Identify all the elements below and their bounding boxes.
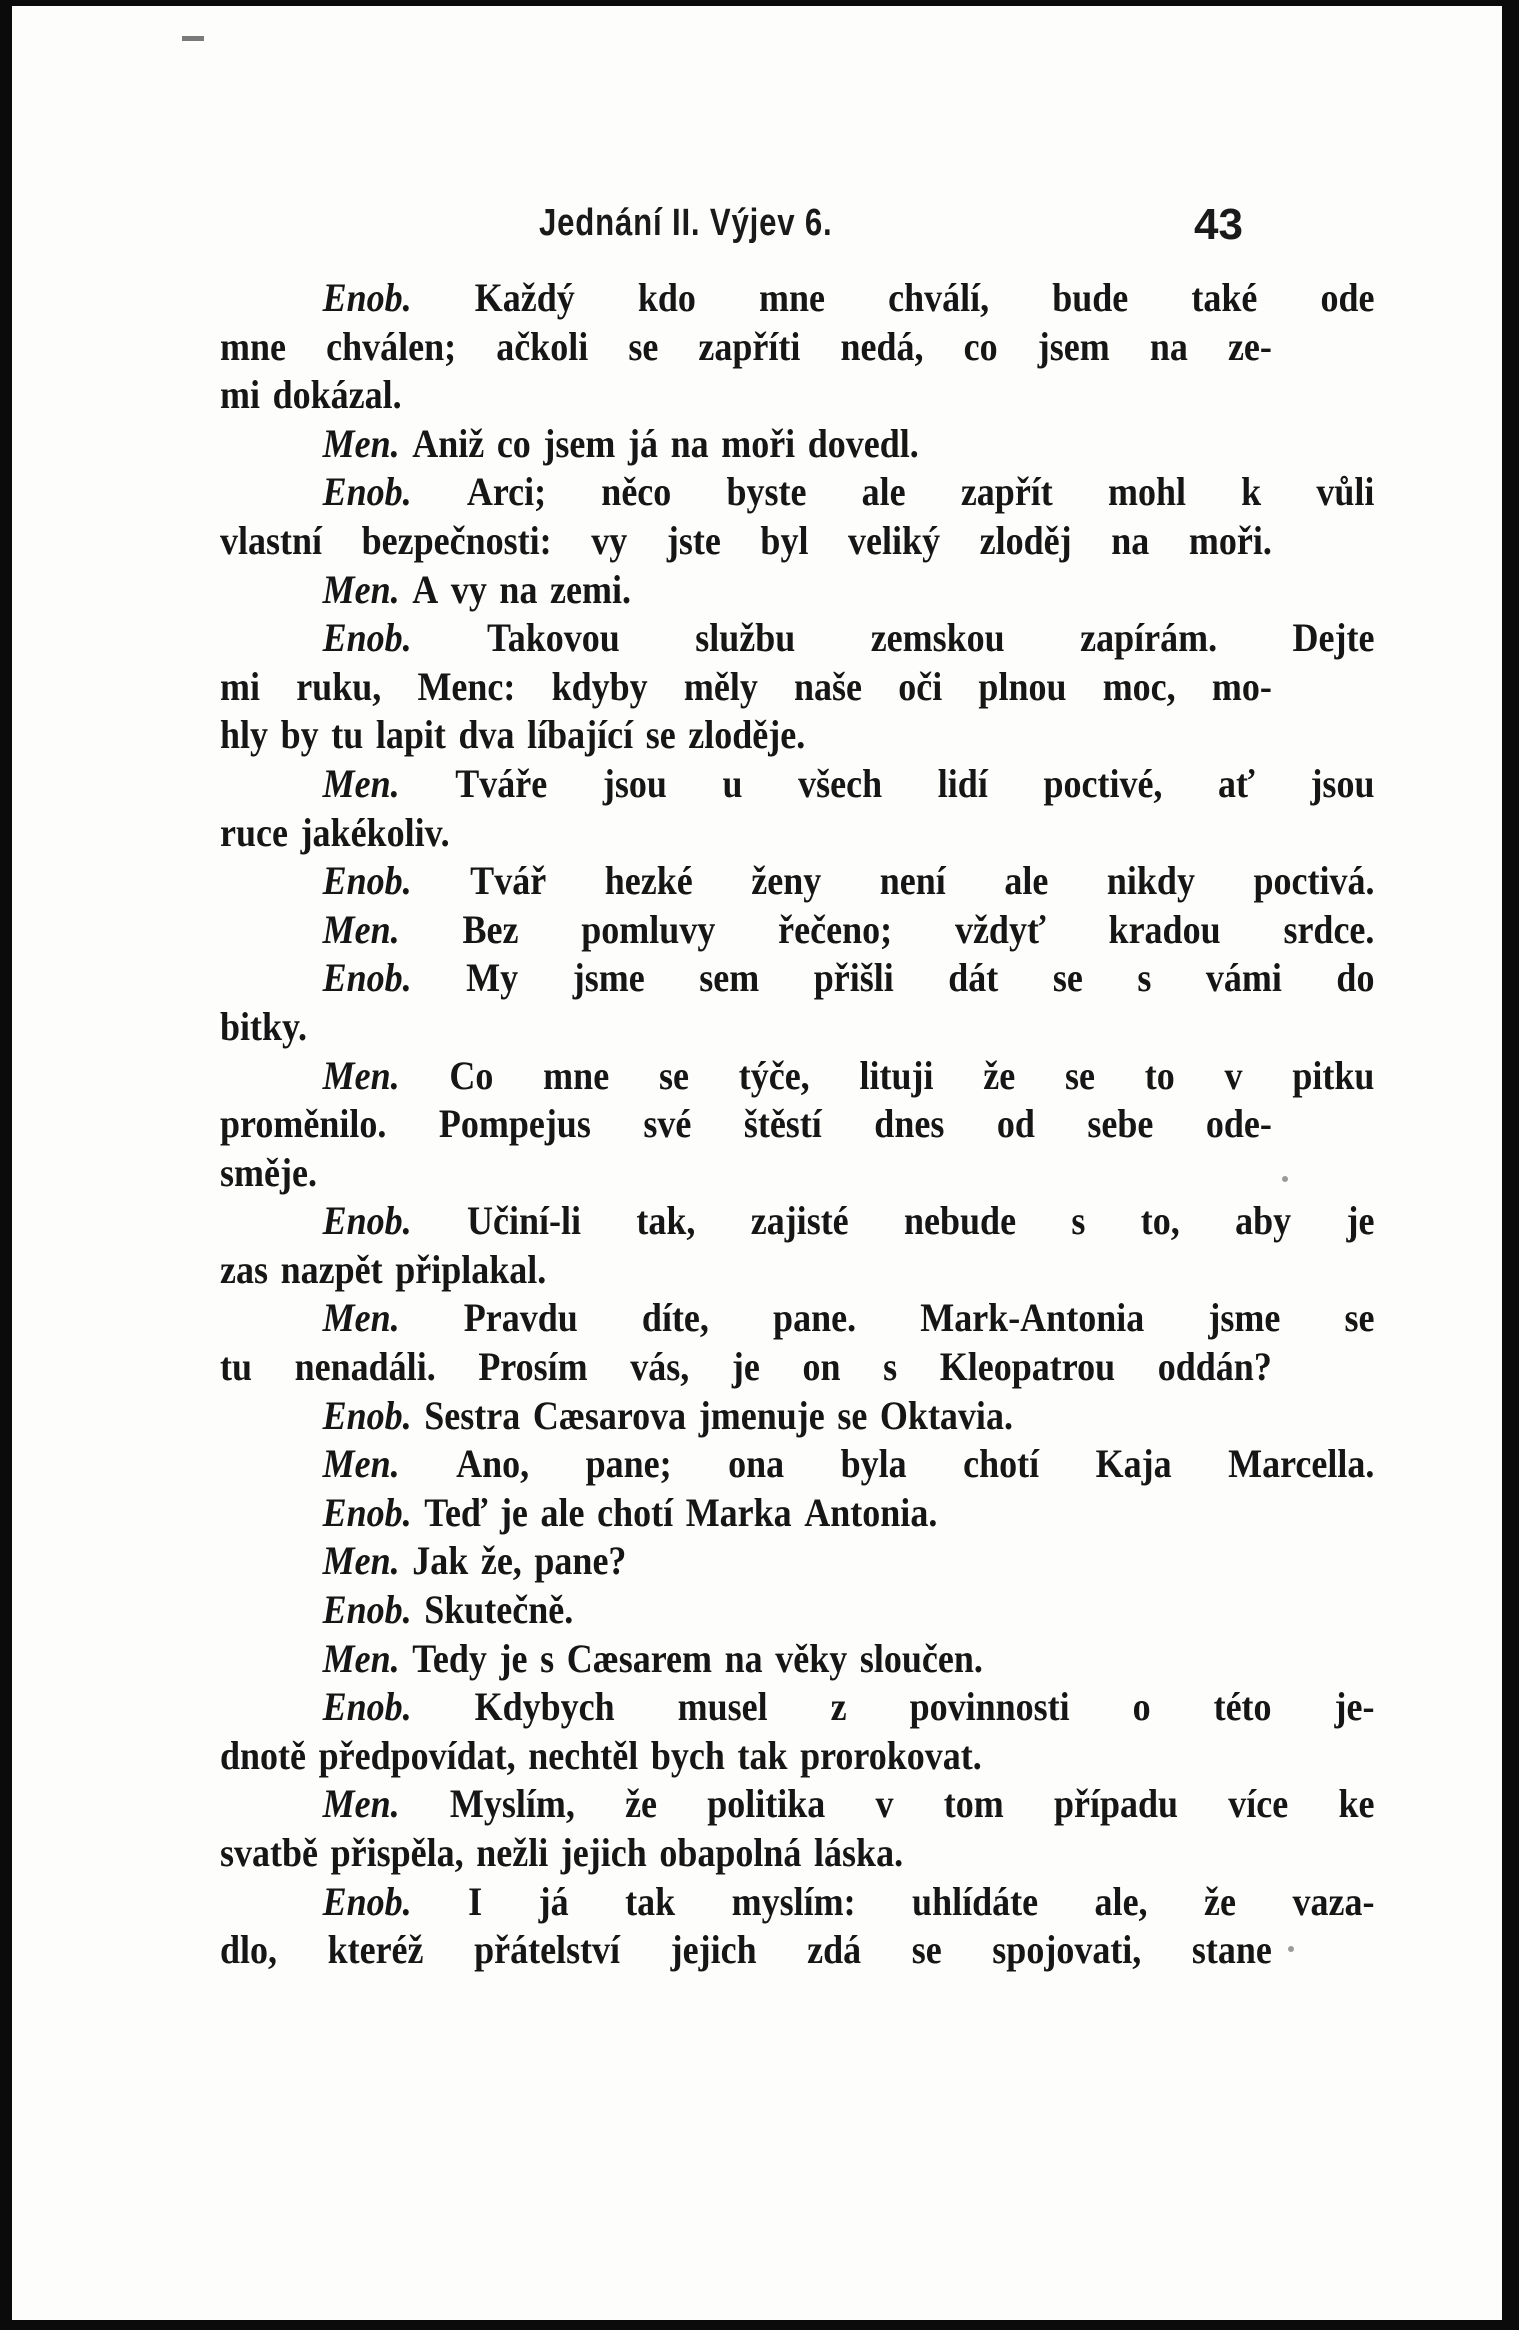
text-line bbox=[220, 1829, 1272, 1878]
word: nechtěl bbox=[528, 1732, 639, 1778]
word: mi bbox=[220, 663, 260, 709]
speaker-name: Enob. bbox=[322, 1878, 412, 1924]
word: pane? bbox=[534, 1538, 627, 1584]
word: povinnosti bbox=[909, 1684, 1070, 1730]
text-line bbox=[220, 1197, 1374, 1246]
word: zemi. bbox=[550, 566, 632, 612]
word: zapřít bbox=[960, 469, 1053, 515]
word: sloučen. bbox=[859, 1635, 983, 1681]
word: uhlídáte bbox=[912, 1878, 1039, 1924]
word: ale bbox=[861, 469, 906, 515]
speaker-name: Men. bbox=[322, 566, 400, 612]
print-speck bbox=[1288, 1946, 1294, 1952]
word: ona bbox=[728, 1441, 785, 1487]
word: přišli bbox=[813, 955, 894, 1001]
text-line bbox=[220, 1052, 1374, 1101]
running-head: Jednání II. Výjev 6. bbox=[539, 202, 833, 244]
word: moři. bbox=[1188, 517, 1272, 563]
word: co bbox=[496, 420, 531, 466]
word: tak bbox=[737, 1732, 788, 1778]
word: mi bbox=[220, 372, 260, 418]
word: ačkoli bbox=[496, 323, 589, 369]
word: na bbox=[1149, 323, 1188, 369]
word: vůli bbox=[1316, 469, 1375, 515]
word: věky bbox=[775, 1635, 848, 1681]
word: sem bbox=[699, 955, 760, 1001]
word: Pravdu bbox=[463, 1295, 578, 1341]
word: jste bbox=[666, 517, 721, 563]
word: mo- bbox=[1211, 663, 1272, 709]
word: zloděje. bbox=[688, 712, 806, 758]
word: své bbox=[643, 1101, 692, 1147]
word: Tvář bbox=[470, 858, 547, 904]
text-line bbox=[220, 1780, 1374, 1829]
word: vámi bbox=[1205, 955, 1282, 1001]
word: přispěla, bbox=[330, 1830, 464, 1875]
word: veliký bbox=[848, 517, 941, 563]
word: ale bbox=[540, 1489, 585, 1535]
word: nedá, bbox=[840, 323, 924, 369]
word: dokázal. bbox=[272, 372, 402, 418]
word: dnes bbox=[874, 1101, 945, 1147]
text-line bbox=[220, 614, 1374, 663]
word: Cæsarova bbox=[532, 1392, 687, 1438]
text-line bbox=[220, 323, 1272, 372]
word: jsou bbox=[1310, 760, 1375, 806]
word: ze- bbox=[1227, 323, 1272, 369]
text-line bbox=[220, 1926, 1272, 1975]
word: aby bbox=[1235, 1198, 1292, 1244]
word: by bbox=[280, 712, 319, 758]
word: zdá bbox=[807, 1927, 862, 1973]
word: že bbox=[1204, 1878, 1236, 1924]
word: více bbox=[1228, 1781, 1289, 1827]
word: Ano, bbox=[456, 1441, 530, 1487]
text-line bbox=[220, 711, 1272, 760]
word: s bbox=[1071, 1198, 1086, 1244]
text-line bbox=[220, 663, 1272, 712]
word: vy bbox=[450, 566, 487, 612]
word: dát bbox=[948, 955, 999, 1001]
word: nenadáli. bbox=[294, 1344, 436, 1390]
word: vás, bbox=[630, 1344, 690, 1390]
word: na bbox=[670, 420, 709, 466]
text-line bbox=[220, 1003, 1272, 1052]
speaker-name: Enob. bbox=[322, 955, 412, 1001]
word: že bbox=[625, 1781, 658, 1827]
word: se bbox=[837, 1392, 868, 1438]
word: nežli bbox=[476, 1830, 549, 1875]
word: jsme bbox=[1208, 1295, 1281, 1341]
word: vlastní bbox=[220, 517, 323, 563]
word: stane bbox=[1191, 1927, 1272, 1973]
word: dnotě bbox=[220, 1732, 307, 1778]
word: mohl bbox=[1107, 469, 1186, 515]
text-line bbox=[220, 517, 1272, 566]
word: Mark-Antonia bbox=[920, 1295, 1145, 1341]
word: Každý bbox=[474, 275, 575, 320]
word: Menc: bbox=[417, 663, 516, 709]
word: na bbox=[1111, 517, 1150, 563]
word: Co bbox=[449, 1052, 494, 1098]
speaker-name: Men. bbox=[322, 760, 400, 806]
word: tu bbox=[331, 712, 364, 758]
word: Bez bbox=[462, 906, 519, 952]
speaker-name: Enob. bbox=[322, 615, 412, 661]
word: Kleopatrou bbox=[939, 1344, 1116, 1390]
word: se bbox=[658, 1052, 689, 1098]
word: Myslím, bbox=[449, 1781, 575, 1827]
word: dovedl. bbox=[807, 420, 919, 466]
word: tak, bbox=[636, 1198, 696, 1244]
text-line bbox=[220, 371, 1272, 420]
word: k bbox=[1241, 469, 1262, 515]
text-line bbox=[220, 1635, 1374, 1684]
word: měly bbox=[683, 663, 758, 709]
word: s bbox=[883, 1344, 898, 1390]
word: Sestra bbox=[424, 1392, 521, 1438]
text-line bbox=[220, 468, 1374, 517]
word: Prosím bbox=[478, 1344, 588, 1390]
word: Takovou bbox=[487, 615, 620, 661]
word: kteréž bbox=[327, 1927, 424, 1973]
word: já bbox=[538, 1878, 569, 1924]
word: svatbě bbox=[220, 1830, 319, 1875]
word: od bbox=[996, 1101, 1035, 1147]
word: ale, bbox=[1094, 1878, 1148, 1924]
word: Tváře bbox=[455, 760, 548, 806]
word: také bbox=[1191, 275, 1258, 320]
text-line bbox=[220, 1392, 1374, 1441]
word: vy bbox=[591, 517, 628, 563]
word: jsem bbox=[1037, 323, 1110, 369]
word: A bbox=[412, 566, 439, 612]
word: týče, bbox=[738, 1052, 810, 1098]
text-line bbox=[220, 1100, 1272, 1149]
word: on bbox=[802, 1344, 841, 1390]
word: Arci; bbox=[466, 469, 547, 515]
word: díte, bbox=[641, 1295, 709, 1341]
word: myslím: bbox=[731, 1878, 856, 1924]
text-line bbox=[220, 1343, 1272, 1392]
word: zloděj bbox=[979, 517, 1072, 563]
word: hezké bbox=[604, 858, 693, 904]
word: oddán? bbox=[1157, 1344, 1272, 1390]
word: Kaja bbox=[1095, 1441, 1172, 1487]
word: této bbox=[1213, 1684, 1272, 1730]
word: z bbox=[830, 1684, 847, 1730]
text-line bbox=[220, 420, 1374, 469]
word: láska. bbox=[814, 1830, 904, 1875]
word: já bbox=[627, 420, 658, 466]
speaker-name: Enob. bbox=[322, 275, 412, 320]
word: tak bbox=[625, 1878, 676, 1924]
text-line bbox=[220, 1537, 1374, 1586]
word: se bbox=[1052, 955, 1083, 1001]
speaker-name: Men. bbox=[322, 1538, 400, 1584]
word: prorokovat. bbox=[800, 1732, 982, 1778]
word: byla bbox=[840, 1441, 907, 1487]
speaker-name: Men. bbox=[322, 1441, 400, 1487]
word: Učiní-li bbox=[466, 1198, 581, 1244]
word: bitky. bbox=[220, 1003, 308, 1049]
text-line bbox=[220, 1440, 1374, 1489]
word: směje. bbox=[220, 1149, 317, 1195]
word: službu bbox=[695, 615, 796, 661]
word: mne bbox=[759, 275, 825, 320]
word: Teď bbox=[424, 1489, 488, 1535]
word: se bbox=[1344, 1295, 1375, 1341]
word: není bbox=[879, 858, 946, 904]
word: že bbox=[983, 1052, 1016, 1098]
word: ode bbox=[1320, 275, 1375, 320]
text-line bbox=[220, 1149, 1272, 1198]
word: politika bbox=[707, 1781, 826, 1827]
word: zajisté bbox=[750, 1198, 849, 1244]
word: jsou bbox=[602, 760, 667, 806]
speaker-name: Enob. bbox=[322, 1587, 412, 1633]
word: líbající bbox=[527, 712, 634, 758]
word: zas bbox=[220, 1246, 268, 1292]
word: ženy bbox=[751, 858, 822, 904]
word: musel bbox=[677, 1684, 768, 1730]
word: obapolná bbox=[659, 1830, 802, 1875]
word: spojovati, bbox=[992, 1927, 1142, 1973]
speaker-name: Enob. bbox=[322, 1392, 412, 1438]
word: Oktavia. bbox=[879, 1392, 1013, 1438]
text-line bbox=[220, 1246, 1272, 1295]
word: hly bbox=[220, 712, 269, 758]
word: nikdy bbox=[1106, 858, 1195, 904]
word: připlakal. bbox=[395, 1246, 547, 1292]
word: co bbox=[963, 323, 998, 369]
word: chotí bbox=[597, 1489, 674, 1535]
word: Jak bbox=[412, 1538, 469, 1584]
word: moři bbox=[721, 420, 796, 466]
word: dva bbox=[458, 712, 515, 758]
play-text bbox=[220, 274, 1375, 1975]
word: ruku, bbox=[296, 663, 382, 709]
word: lidí bbox=[937, 760, 988, 806]
word: Pompejus bbox=[438, 1101, 591, 1147]
word: ke bbox=[1338, 1781, 1375, 1827]
word: jsme bbox=[572, 955, 645, 1001]
word: je bbox=[731, 1344, 760, 1390]
word: ať bbox=[1218, 760, 1255, 806]
text-line bbox=[220, 906, 1374, 955]
word: chotí bbox=[963, 1441, 1040, 1487]
word: zapírám. bbox=[1080, 615, 1218, 661]
word: Aniž bbox=[412, 420, 485, 466]
speaker-name: Men. bbox=[322, 1781, 400, 1827]
word: Marka bbox=[685, 1489, 792, 1535]
text-line bbox=[220, 1294, 1374, 1343]
word: nazpět bbox=[280, 1246, 383, 1292]
word: Kdybych bbox=[474, 1684, 615, 1730]
word: dlo, bbox=[220, 1927, 278, 1973]
word: oči bbox=[898, 663, 943, 709]
word: štěstí bbox=[743, 1101, 822, 1147]
word: je bbox=[499, 1489, 528, 1535]
word: předpovídat, bbox=[318, 1732, 516, 1778]
speaker-name: Enob. bbox=[322, 469, 412, 515]
word: s bbox=[540, 1635, 555, 1681]
word: poctivé, bbox=[1043, 760, 1163, 806]
text-line bbox=[220, 274, 1374, 323]
word: Cæsarem bbox=[566, 1635, 713, 1681]
word: pomluvy bbox=[581, 906, 716, 952]
text-line bbox=[220, 1732, 1272, 1781]
word: mne bbox=[543, 1052, 610, 1098]
text-line bbox=[220, 566, 1374, 615]
word: poctivá. bbox=[1253, 858, 1375, 904]
text-line bbox=[220, 1683, 1374, 1732]
speaker-name: Men. bbox=[322, 1052, 400, 1098]
word: řečeno; bbox=[778, 906, 893, 952]
word: Antonia. bbox=[804, 1489, 938, 1535]
word: přátelství bbox=[474, 1927, 621, 1973]
word: vaza- bbox=[1292, 1878, 1375, 1924]
speaker-name: Men. bbox=[322, 1295, 400, 1341]
word: že, bbox=[480, 1538, 522, 1584]
word: je bbox=[1346, 1198, 1375, 1244]
word: srdce. bbox=[1283, 906, 1375, 952]
word: jakékoliv. bbox=[300, 809, 450, 855]
word: je bbox=[499, 1635, 528, 1681]
speaker-name: Enob. bbox=[322, 1684, 412, 1730]
word: nebude bbox=[904, 1198, 1017, 1244]
word: o bbox=[1132, 1684, 1151, 1730]
word: vždyť bbox=[954, 906, 1046, 952]
speaker-name: Men. bbox=[322, 420, 400, 466]
word: kdo bbox=[637, 275, 696, 320]
word: jmenuje bbox=[698, 1392, 825, 1438]
word: v bbox=[1224, 1052, 1243, 1098]
print-speck bbox=[1282, 1176, 1288, 1182]
word: My bbox=[466, 955, 519, 1001]
word: do bbox=[1336, 955, 1375, 1001]
word: byste bbox=[726, 469, 807, 515]
word: ale bbox=[1004, 858, 1049, 904]
word: Marcella. bbox=[1228, 1441, 1375, 1487]
word: v bbox=[875, 1781, 894, 1827]
word: jejich bbox=[560, 1830, 647, 1875]
word: I bbox=[468, 1878, 483, 1924]
text-line bbox=[220, 857, 1374, 906]
word: se bbox=[1065, 1052, 1095, 1098]
word: Skutečně. bbox=[424, 1587, 574, 1633]
word: všech bbox=[798, 760, 883, 806]
word: něco bbox=[601, 469, 672, 515]
speaker-name: Enob. bbox=[322, 1489, 412, 1535]
print-mark bbox=[182, 36, 204, 41]
speaker-name: Men. bbox=[322, 906, 400, 952]
word: zapříti bbox=[698, 323, 801, 369]
speaker-name: Enob. bbox=[322, 858, 412, 904]
text-line bbox=[220, 954, 1374, 1003]
word: Dejte bbox=[1292, 615, 1375, 661]
word: jejich bbox=[670, 1927, 757, 1973]
word: bude bbox=[1052, 275, 1129, 320]
word: byl bbox=[760, 517, 809, 563]
word: s bbox=[1137, 955, 1152, 1001]
word: u bbox=[722, 760, 743, 806]
word: mne bbox=[220, 323, 286, 369]
word: plnou bbox=[978, 663, 1067, 709]
speaker-name: Men. bbox=[322, 1635, 400, 1681]
word: kradou bbox=[1108, 906, 1221, 952]
word: chválen; bbox=[326, 323, 457, 369]
word: případu bbox=[1053, 1781, 1179, 1827]
book-page bbox=[12, 6, 1502, 2320]
word: tom bbox=[943, 1781, 1004, 1827]
word: kdyby bbox=[551, 663, 648, 709]
word: to, bbox=[1140, 1198, 1180, 1244]
word: bezpečnosti: bbox=[361, 517, 552, 563]
word: se bbox=[645, 712, 676, 758]
word: pane; bbox=[585, 1441, 672, 1487]
word: bych bbox=[650, 1732, 725, 1778]
word: jsem bbox=[543, 420, 616, 466]
word: chválí, bbox=[888, 275, 990, 320]
word: proměnilo. bbox=[220, 1101, 387, 1147]
word: to bbox=[1144, 1052, 1175, 1098]
text-line bbox=[220, 1586, 1374, 1635]
page-header bbox=[12, 196, 1502, 256]
word: na bbox=[499, 566, 538, 612]
word: pitku bbox=[1292, 1052, 1375, 1098]
word: Tedy bbox=[412, 1635, 487, 1681]
word: naše bbox=[794, 663, 863, 709]
word: moc, bbox=[1102, 663, 1176, 709]
page-number: 43 bbox=[1194, 200, 1243, 249]
word: ruce bbox=[220, 809, 288, 855]
word: lapit bbox=[375, 712, 446, 758]
text-line bbox=[220, 1878, 1374, 1927]
word: se bbox=[911, 1927, 942, 1973]
word: lituji bbox=[859, 1052, 934, 1098]
word: sebe bbox=[1087, 1101, 1154, 1147]
speaker-name: Enob. bbox=[322, 1198, 412, 1244]
word: ode- bbox=[1205, 1101, 1272, 1147]
text-line bbox=[220, 760, 1374, 809]
word: je- bbox=[1334, 1684, 1375, 1730]
text-line bbox=[220, 809, 1272, 858]
word: tu bbox=[220, 1344, 253, 1390]
word: pane. bbox=[773, 1295, 857, 1341]
word: se bbox=[628, 323, 659, 369]
word: zemskou bbox=[870, 615, 1005, 661]
word: na bbox=[724, 1635, 763, 1681]
text-line bbox=[220, 1489, 1374, 1538]
